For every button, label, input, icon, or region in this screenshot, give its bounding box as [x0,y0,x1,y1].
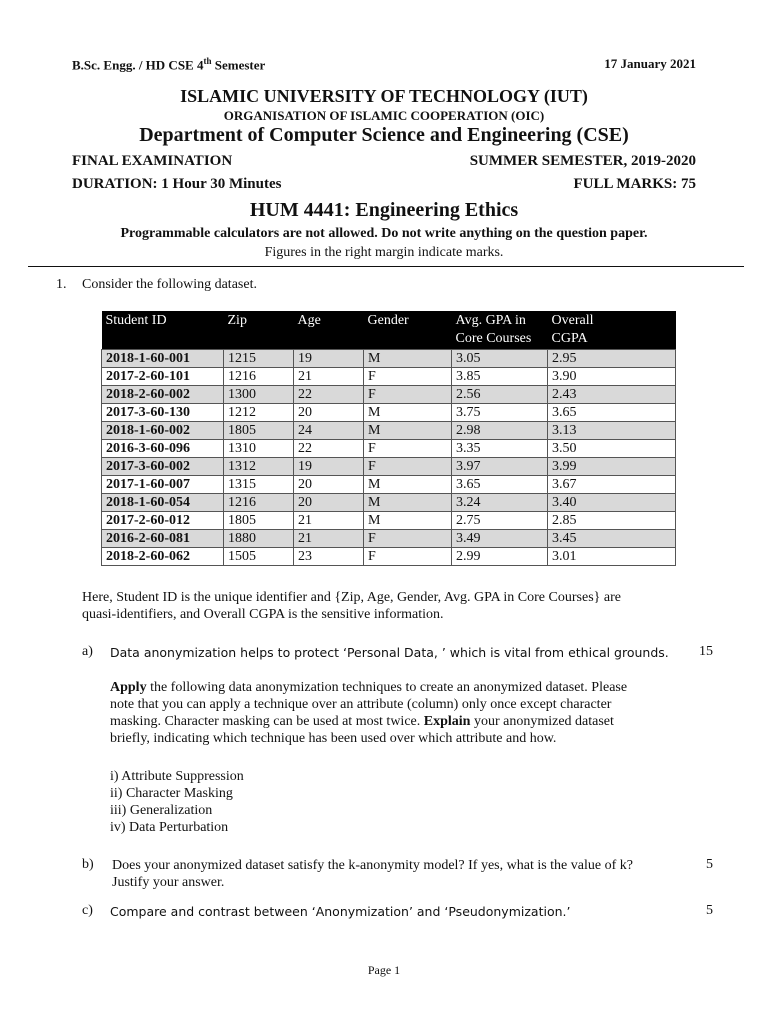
table-header-row [102,311,676,350]
cell-cgpa: 3.67 [548,476,676,494]
cell-zip: 1216 [224,368,294,386]
table-row [102,512,676,530]
cell-avg-gpa: 3.05 [452,350,548,368]
part-a-text: Data anonymization helps to protect ‘Personal Data, ’ which is vital from ethical grounds. [110,645,669,660]
question-number: 1. [56,277,67,292]
cell-age: 19 [294,458,364,476]
cell-cgpa: 3.13 [548,422,676,440]
table-row [102,458,676,476]
cell-avg-gpa: 2.56 [452,386,548,404]
table-row [102,368,676,386]
col-header-student-id: Student ID [102,311,224,350]
cell-avg-gpa: 3.65 [452,476,548,494]
part-b-label: b) [82,857,94,872]
col-header-zip: Zip [224,311,294,350]
col-header-avg-gpa: Avg. GPA in Core Courses [452,311,548,350]
cell-avg-gpa: 3.85 [452,368,548,386]
part-c-text: Compare and contrast between ‘Anonymization’ and ‘Pseudonymization.’ [110,904,571,919]
cell-zip: 1505 [224,548,294,566]
table-row [102,422,676,440]
col-header-age: Age [294,311,364,350]
table-row [102,350,676,368]
part-b-text: Does your anonymized dataset satisfy the k-anonymity model? If yes, what is the value of k? Justify your answer. [112,858,633,890]
cell-gender: F [364,458,452,476]
cell-avg-gpa: 3.49 [452,530,548,548]
list-item: iii) Generalization [110,803,213,818]
cell-avg-gpa: 3.24 [452,494,548,512]
cell-age: 19 [294,350,364,368]
cell-age: 23 [294,548,364,566]
marks-note: Figures in the right margin indicate marks. [264,245,504,260]
part-a-marks: 15 [699,644,713,659]
table-row [102,404,676,422]
cell-avg-gpa: 2.99 [452,548,548,566]
cell-gender: F [364,548,452,566]
cell-student-id: 2017-3-60-130 [102,404,224,422]
col-header-gender: Gender [364,311,452,350]
cell-student-id: 2016-3-60-096 [102,440,224,458]
cell-gender: F [364,530,452,548]
part-a-label: a) [82,644,93,659]
program-line: B.Sc. Engg. / HD CSE 4th Semester [72,56,266,73]
cell-age: 24 [294,422,364,440]
cell-student-id: 2017-2-60-101 [102,368,224,386]
part-c-label: c) [82,903,93,918]
cell-age: 20 [294,476,364,494]
cell-gender: F [364,386,452,404]
cell-avg-gpa: 3.75 [452,404,548,422]
cell-gender: M [364,512,452,530]
cell-student-id: 2017-3-60-002 [102,458,224,476]
part-c-marks: 5 [706,903,713,918]
cell-zip: 1300 [224,386,294,404]
header-divider [28,266,744,267]
cell-age: 20 [294,494,364,512]
dataset-table [101,311,676,566]
cell-cgpa: 3.45 [548,530,676,548]
cell-cgpa: 2.43 [548,386,676,404]
table-row [102,386,676,404]
cell-avg-gpa: 2.98 [452,422,548,440]
cell-avg-gpa: 3.97 [452,458,548,476]
cell-age: 21 [294,530,364,548]
cell-gender: M [364,476,452,494]
cell-cgpa: 3.65 [548,404,676,422]
cell-cgpa: 2.85 [548,512,676,530]
explanation-line: quasi-identifiers, and Overall CGPA is the sensitive information. [82,607,444,622]
cell-student-id: 2018-1-60-001 [102,350,224,368]
cell-gender: F [364,440,452,458]
cell-zip: 1212 [224,404,294,422]
cell-zip: 1805 [224,422,294,440]
dataset-explanation [82,589,621,623]
exam-type: FINAL EXAMINATION [72,153,233,169]
cell-cgpa: 3.99 [548,458,676,476]
part-b-marks: 5 [706,857,713,872]
cell-student-id: 2016-2-60-081 [102,530,224,548]
calculator-instruction: Programmable calculators are not allowed. Do not write anything on the question paper. [120,226,648,241]
list-item: iv) Data Perturbation [110,820,229,835]
cell-student-id: 2018-1-60-054 [102,494,224,512]
course-title: HUM 4441: Engineering Ethics [249,199,519,221]
cell-gender: M [364,494,452,512]
question-intro: Consider the following dataset. [82,277,257,292]
duration: DURATION: 1 Hour 30 Minutes [72,176,282,192]
cell-gender: M [364,422,452,440]
technique-list [110,768,244,836]
cell-zip: 1312 [224,458,294,476]
organisation-name: ORGANISATION OF ISLAMIC COOPERATION (OIC) [223,108,545,123]
cell-age: 20 [294,404,364,422]
cell-cgpa: 3.90 [548,368,676,386]
cell-cgpa: 2.95 [548,350,676,368]
cell-zip: 1215 [224,350,294,368]
list-item: ii) Character Masking [110,786,233,801]
cell-gender: M [364,404,452,422]
table-row [102,440,676,458]
page-number: Page 1 [367,963,401,977]
cell-student-id: 2018-1-60-002 [102,422,224,440]
table-row [102,476,676,494]
cell-age: 22 [294,386,364,404]
part-a-instructions: Apply the following data anonymization techniques to create an anonymized dataset. Please note that you can apply a technique over an attribute (column) only once except character masking. Character masking can be used at most twice. Explain your anonymized dataset briefly, indicating which technique has been used over which attribute and how. [110,680,628,746]
cell-student-id: 2018-2-60-062 [102,548,224,566]
cell-avg-gpa: 2.75 [452,512,548,530]
explanation-line: Here, Student ID is the unique identifier and {Zip, Age, Gender, Avg. GPA in Core Courses} are [82,590,621,605]
cell-zip: 1315 [224,476,294,494]
cell-zip: 1880 [224,530,294,548]
cell-cgpa: 3.01 [548,548,676,566]
cell-age: 21 [294,368,364,386]
cell-age: 21 [294,512,364,530]
cell-gender: M [364,350,452,368]
full-marks: FULL MARKS: 75 [573,176,696,192]
cell-gender: F [364,368,452,386]
col-header-overall-cgpa: Overall CGPA [548,311,676,350]
cell-zip: 1216 [224,494,294,512]
cell-avg-gpa: 3.35 [452,440,548,458]
university-name: ISLAMIC UNIVERSITY OF TECHNOLOGY (IUT) [180,86,588,106]
cell-zip: 1310 [224,440,294,458]
cell-student-id: 2018-2-60-002 [102,386,224,404]
table-row [102,494,676,512]
cell-cgpa: 3.40 [548,494,676,512]
list-item: i) Attribute Suppression [110,769,244,784]
table-row [102,530,676,548]
cell-zip: 1805 [224,512,294,530]
department-name: Department of Computer Science and Engineering (CSE) [139,124,629,146]
cell-age: 22 [294,440,364,458]
cell-student-id: 2017-2-60-012 [102,512,224,530]
semester: SUMMER SEMESTER, 2019-2020 [469,153,696,169]
cell-student-id: 2017-1-60-007 [102,476,224,494]
exam-date: 17 January 2021 [604,56,696,71]
table-row [102,548,676,566]
cell-cgpa: 3.50 [548,440,676,458]
